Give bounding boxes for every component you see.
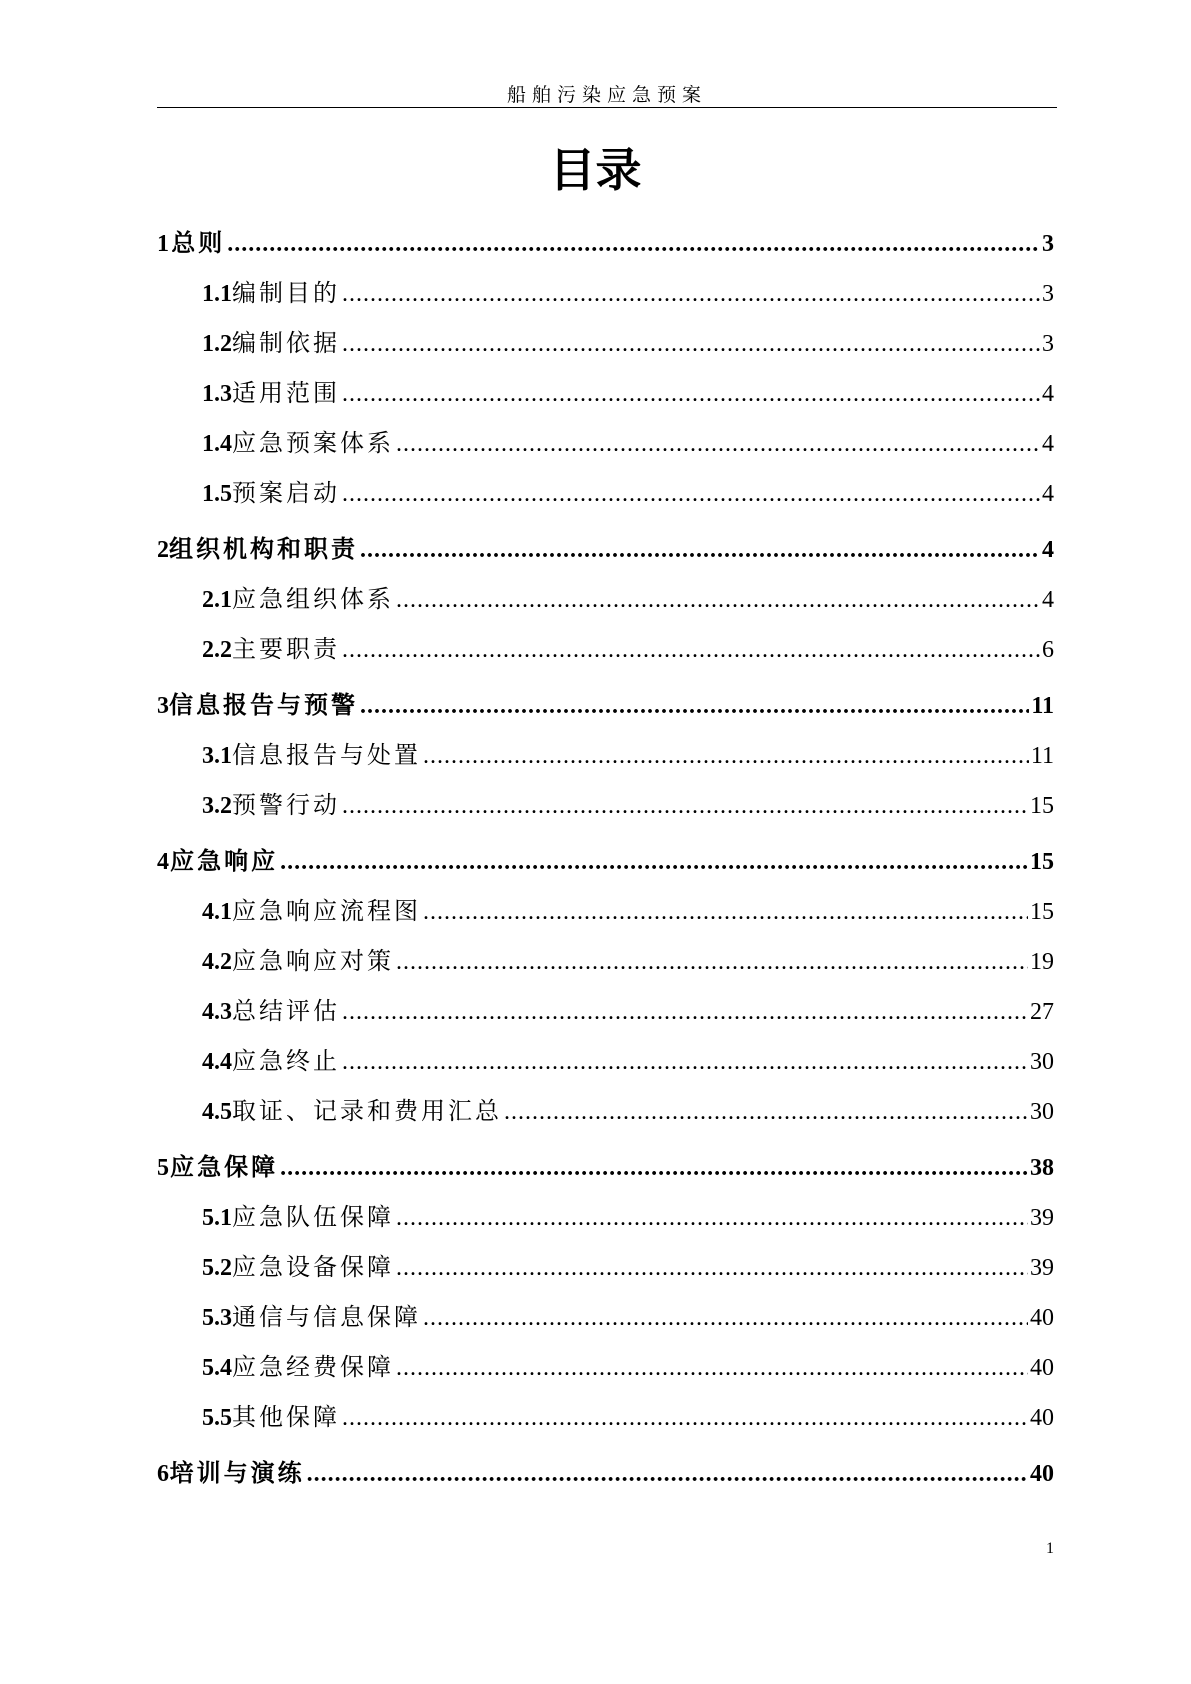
toc-subentry[interactable] [157,1292,1054,1342]
toc-page: 4 [1042,537,1054,563]
toc-entry[interactable] [157,1142,1054,1192]
toc-number: 5.3 [202,1305,232,1331]
toc-label: 应急响应对策 [232,947,394,975]
dot-leader [504,1087,1028,1136]
toc-label: 组织机构和职责 [169,534,358,563]
toc-page: 6 [1042,637,1054,663]
dot-leader [423,887,1028,936]
dot-leader [396,937,1028,986]
toc-number: 1.5 [202,481,232,507]
toc-label: 编制依据 [232,329,340,357]
header-rule [157,107,1057,108]
toc-page: 15 [1030,849,1054,875]
toc-number: 1.2 [202,331,232,357]
dot-leader [342,469,1040,518]
toc-number: 4 [157,849,169,875]
toc-subentry[interactable] [157,886,1054,936]
toc-label: 信息报告与处置 [232,741,421,769]
dot-leader [396,575,1040,624]
dot-leader [342,1037,1028,1086]
dot-leader [342,625,1040,674]
toc-number: 1.4 [202,431,232,457]
toc-subentry[interactable] [157,1036,1054,1086]
toc-number: 4.1 [202,899,232,925]
dot-leader [396,1243,1028,1292]
toc-label: 通信与信息保障 [232,1303,421,1331]
toc-number: 3 [157,693,169,719]
dot-leader [396,419,1040,468]
dot-leader [342,269,1040,318]
toc-page: 4 [1042,431,1054,457]
toc-label: 总则 [171,228,226,257]
toc-subentry[interactable] [157,1086,1054,1136]
toc-subentry[interactable] [157,1392,1054,1442]
toc-subentry[interactable] [157,730,1054,780]
toc-label: 信息报告与预警 [169,690,358,719]
page-title: 目录 [549,143,642,197]
toc-entry[interactable] [157,218,1054,268]
toc-label: 适用范围 [232,379,340,407]
dot-leader [342,987,1028,1036]
dot-leader [342,319,1040,368]
toc-number: 2 [157,537,169,563]
toc-subentry[interactable] [157,368,1054,418]
toc-number: 1 [157,231,169,257]
toc-label: 预案启动 [232,479,340,507]
toc-number: 5.1 [202,1205,232,1231]
toc-page: 30 [1030,1049,1054,1075]
toc-label: 应急经费保障 [232,1353,394,1381]
toc-label: 培训与演练 [169,1458,305,1487]
toc-entry[interactable] [157,680,1054,730]
toc-label: 应急设备保障 [232,1253,394,1281]
toc-page: 3 [1042,331,1054,357]
toc-label: 应急队伍保障 [232,1203,394,1231]
toc-label: 应急组织体系 [232,585,394,613]
toc-number: 3.1 [202,743,232,769]
toc-number: 4.2 [202,949,232,975]
toc-subentry[interactable] [157,268,1054,318]
toc-number: 2.2 [202,637,232,663]
toc-number: 5 [157,1155,169,1181]
dot-leader [396,1343,1028,1392]
toc-subentry[interactable] [157,936,1054,986]
toc-page: 27 [1030,999,1054,1025]
table-of-contents [157,218,1054,1498]
toc-subentry[interactable] [157,468,1054,518]
toc-page: 19 [1030,949,1054,975]
toc-page: 39 [1030,1205,1054,1231]
toc-number: 6 [157,1461,169,1487]
toc-label: 应急保障 [170,1152,279,1181]
toc-subentry[interactable] [157,986,1054,1036]
toc-subentry[interactable] [157,418,1054,468]
toc-number: 1.1 [202,281,232,307]
toc-page: 39 [1030,1255,1054,1281]
toc-page: 4 [1042,481,1054,507]
toc-subentry[interactable] [157,318,1054,368]
toc-page: 40 [1030,1405,1054,1431]
toc-label: 编制目的 [232,279,340,307]
toc-number: 4.3 [202,999,232,1025]
toc-page: 11 [1030,743,1054,769]
toc-number: 5.2 [202,1255,232,1281]
toc-label: 应急终止 [232,1047,340,1075]
dot-leader [342,369,1040,418]
dot-leader [396,1193,1028,1242]
running-header: 船舶污染应急预案 [506,84,707,106]
toc-subentry[interactable] [157,1192,1054,1242]
dot-leader [280,837,1028,886]
toc-label: 应急响应流程图 [232,897,421,925]
toc-subentry[interactable] [157,1342,1054,1392]
toc-page: 30 [1030,1099,1054,1125]
dot-leader [423,731,1029,780]
toc-number: 3.2 [202,793,232,819]
toc-number: 1.3 [202,381,232,407]
toc-page: 3 [1042,231,1054,257]
toc-subentry[interactable] [157,624,1054,674]
toc-label: 其他保障 [232,1403,340,1431]
toc-subentry[interactable] [157,1242,1054,1292]
dot-leader [360,681,1029,730]
dot-leader [423,1293,1028,1342]
toc-subentry[interactable] [157,574,1054,624]
toc-number: 5.4 [202,1355,232,1381]
toc-page: 4 [1042,587,1054,613]
toc-entry[interactable] [157,1448,1054,1498]
dot-leader [342,1393,1028,1442]
toc-page: 40 [1030,1305,1054,1331]
toc-page: 40 [1030,1461,1054,1487]
toc-page: 15 [1030,793,1054,819]
toc-subentry[interactable] [157,780,1054,830]
toc-label: 取证、记录和费用汇总 [232,1097,502,1125]
toc-page: 40 [1030,1355,1054,1381]
toc-page: 38 [1030,1155,1054,1181]
dot-leader [280,1143,1028,1192]
toc-page: 11 [1031,693,1054,719]
toc-page: 15 [1030,899,1054,925]
toc-label: 总结评估 [232,997,340,1025]
toc-label: 应急预案体系 [232,429,394,457]
toc-number: 2.1 [202,587,232,613]
toc-label: 预警行动 [232,791,340,819]
dot-leader [307,1449,1028,1498]
toc-label: 主要职责 [232,635,340,663]
page-number: 1 [1046,1540,1054,1557]
toc-label: 应急响应 [170,846,279,875]
toc-number: 4.4 [202,1049,232,1075]
toc-page: 3 [1042,281,1054,307]
toc-page: 4 [1042,381,1054,407]
dot-leader [360,525,1040,574]
dot-leader [342,781,1028,830]
toc-entry[interactable] [157,836,1054,886]
dot-leader [227,219,1040,268]
toc-number: 4.5 [202,1099,232,1125]
toc-number: 5.5 [202,1405,232,1431]
toc-entry[interactable] [157,524,1054,574]
